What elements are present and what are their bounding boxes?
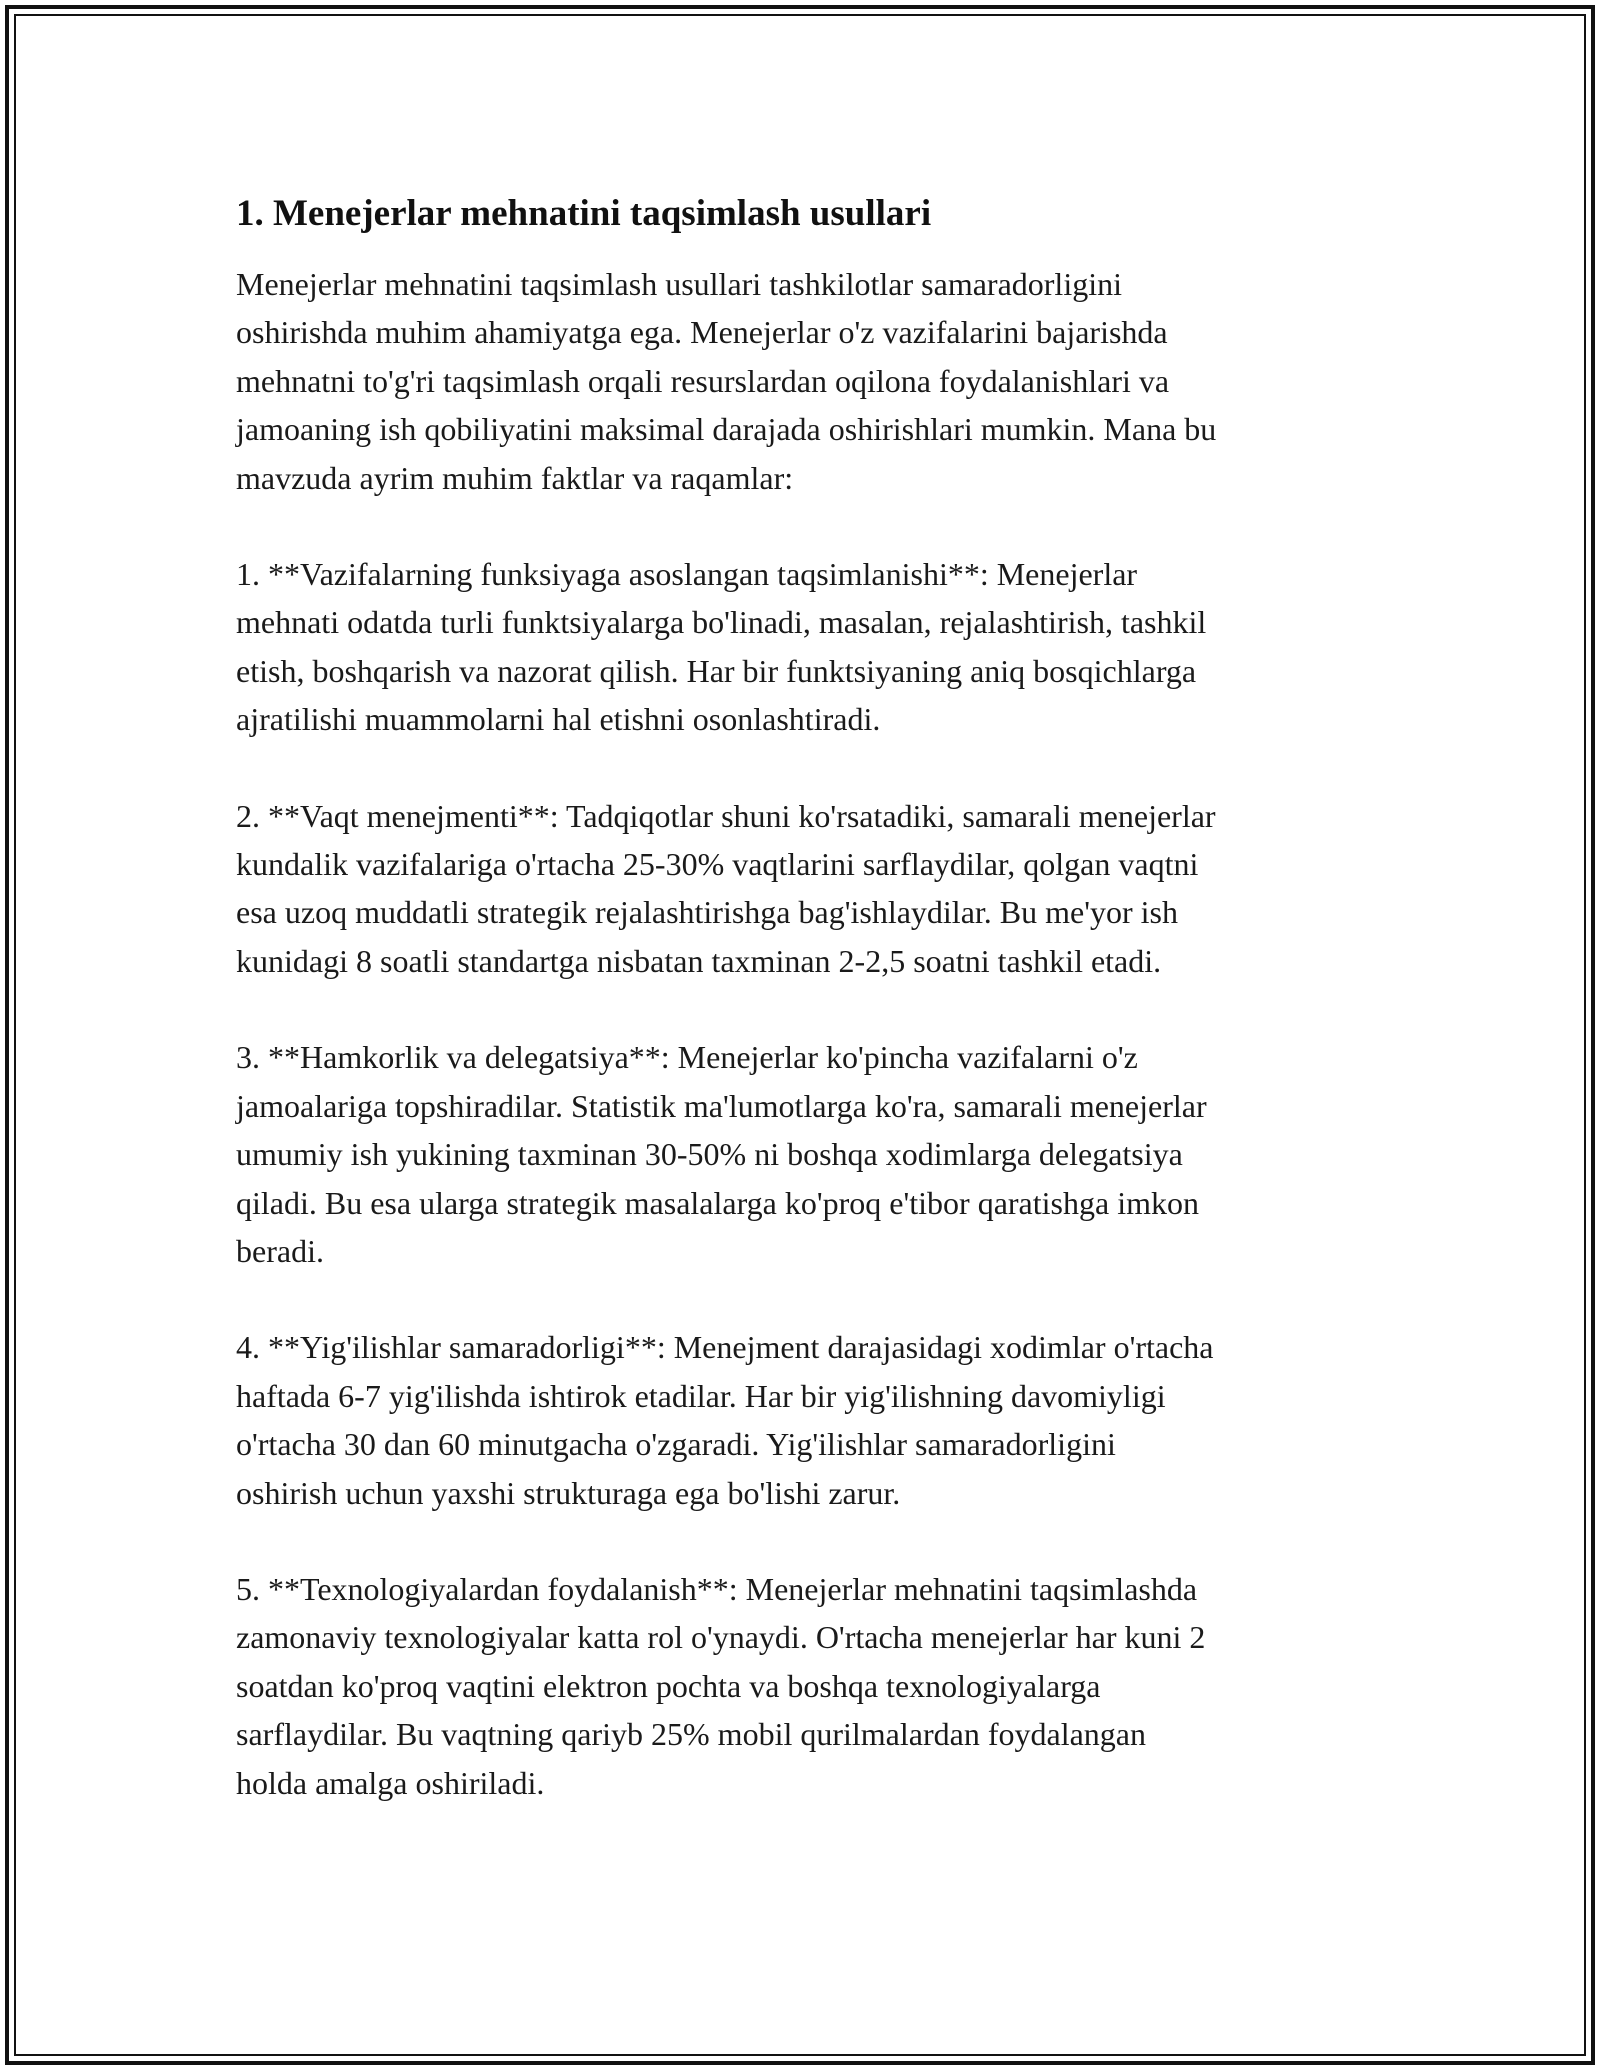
list-item-5: 5. **Texnologiyalardan foydalanish**: Menejerlar mehnatini taqsimlashda zamonaviy texnologiyalar katta rol o'ynaydi. O'rtacha menejerlar har kuni 2 soatdan ko'proq vaqtini elektron pochta va boshqa texnologiyalarga sarflaydilar. Bu vaqtning qariyb 25% mobil qurilmalardan foydalangan holda amalga oshiriladi. — [236, 1570, 1206, 1801]
intro-paragraph: Menejerlar mehnatini taqsimlash usullari tashkilotlar samaradorligini oshirishda muhim ahamiyatga ega. Menejerlar o'z vazifalarini bajarishda mehnatni to'g'ri taqsimlash orqali resurslardan oqilona foydalanishlari va jamoaning ish qobiliyatini maksimal darajada oshirishlari mumkin. Mana bu mavzuda ayrim muhim faktlar va raqamlar: — [236, 266, 1217, 496]
list-item-4: 4. **Yig'ilishlar samaradorligi**: Menejment darajasidagi xodimlar o'rtacha haftada 6-7 yig'ilishda ishtirok etadilar. Har bir yig'ilishning davomiyligi o'rtacha 30 dan 60 minutgacha o'zgaradi. Yig'ilishlar samaradorligini oshirish uchun yaxshi strukturaga ega bo'lishi zarur. — [236, 1329, 1214, 1511]
document-title: 1. Menejerlar mehnatini taqsimlash usullari — [236, 193, 932, 234]
document-body — [236, 188, 1376, 1855]
list-item-2: 2. **Vaqt menejmenti**: Tadqiqotlar shuni ko'rsatadiki, samarali menejerlar kundalik vazifalariga o'rtacha 25-30% vaqtlarini sarflaydilar, qolgan vaqtni esa uzoq muddatli strategik rejalashtirishga bag'ishlaydilar. Bu me'yor ish kunidagi 8 soatli standartga nisbatan taxminan 2-2,5 soatni tashkil etadi. — [236, 797, 1216, 979]
list-item-3: 3. **Hamkorlik va delegatsiya**: Menejerlar ko'pincha vazifalarni o'z jamoalariga topshiradilar. Statistik ma'lumotlarga ko'ra, samarali menejerlar umumiy ish yukining taxminan 30-50% ni boshqa xodimlarga delegatsiya qiladi. Bu esa ularga strategik masalalarga ko'proq e'tibor qaratishga imkon beradi. — [236, 1039, 1207, 1269]
list-item-1: 1. **Vazifalarning funksiyaga asoslangan taqsimlanishi**: Menejerlar mehnati odatda turli funktsiyalarga bo'linadi, masalan, rejalashtirish, tashkil etish, boshqarish va nazorat qilish. Har bir funktsiyaning aniq bosqichlarga ajratilishi muammolarni hal etishni osonlashtiradi. — [236, 556, 1207, 738]
